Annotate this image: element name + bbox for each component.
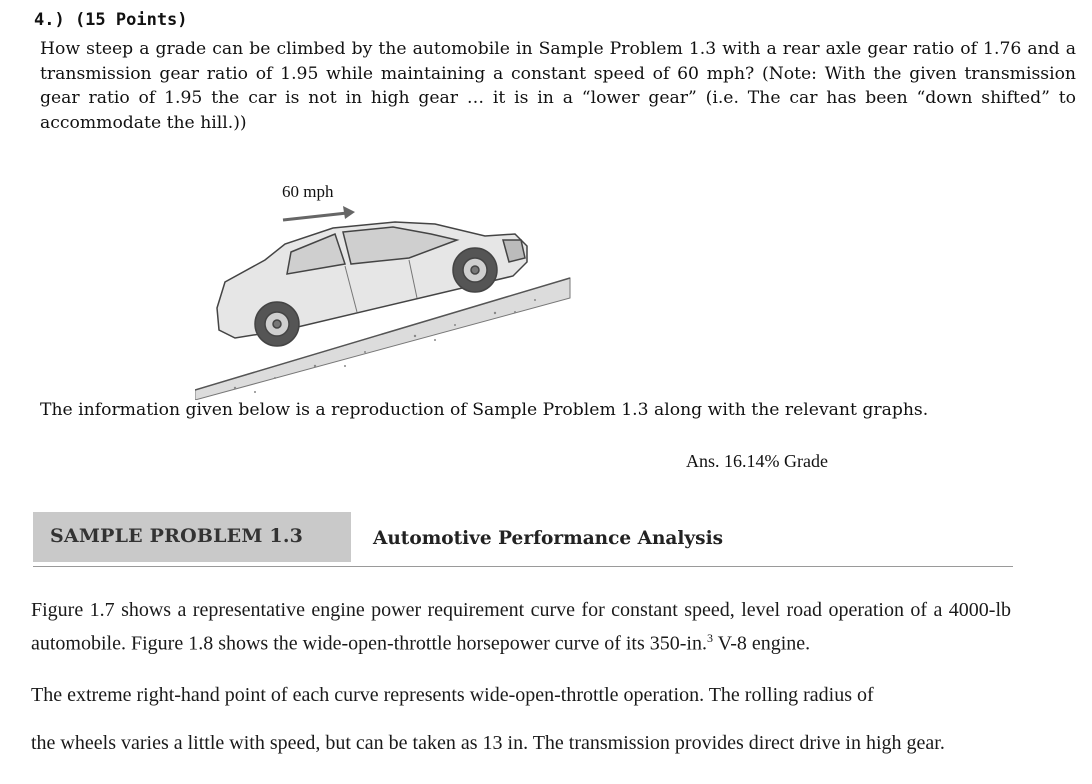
question-text: How steep a grade can be climbed by the automobile in Sample Problem 1.3 with a rear axle gear ratio of 1.76 and a transmission gear ratio of 1.95 while maintaining a constant speed of 60 mph? (Note: With the given transmission gear ratio of 1.95 the car is not in high gear … it is in a “lower gear” (i.e. The car has been “down shifted” to accommodate the hill.)) (40, 39, 1076, 133)
sample-problem-paragraph-2: The extreme right-hand point of each curve represents wide-open-throttle operation. The rolling radius of (31, 684, 874, 706)
speed-label: 60 mph (282, 182, 334, 201)
speed-arrow-icon (283, 206, 355, 220)
answer-text: Ans. 16.14% Grade (686, 451, 828, 471)
divider (33, 566, 1013, 567)
car-on-incline-figure (195, 200, 575, 400)
sample-problem-paragraph-1 (31, 596, 1011, 658)
sample-problem-paragraph-3: the wheels varies a little with speed, but can be taken as 13 in. The transmission provides direct drive in high gear. (31, 732, 945, 754)
sample-problem-label: SAMPLE PROBLEM 1.3 (50, 525, 304, 547)
para1-superscript: 3 (706, 631, 713, 645)
sample-problem-title: Automotive Performance Analysis (373, 528, 724, 549)
info-text: The information given below is a reproduction of Sample Problem 1.3 along with the relevant graphs. (40, 400, 929, 420)
car-icon (217, 222, 527, 346)
question-heading: 4.) (15 Points) (34, 10, 188, 30)
para1-text: Figure 1.7 shows a representative engine power requirement curve for constant speed, level road operation of a 4000-lb automobile. Figure 1.8 shows the wide-open-throttle horsepower curve of its 350-in. (31, 599, 1011, 655)
para1-text-end: V-8 engine. (712, 632, 811, 655)
